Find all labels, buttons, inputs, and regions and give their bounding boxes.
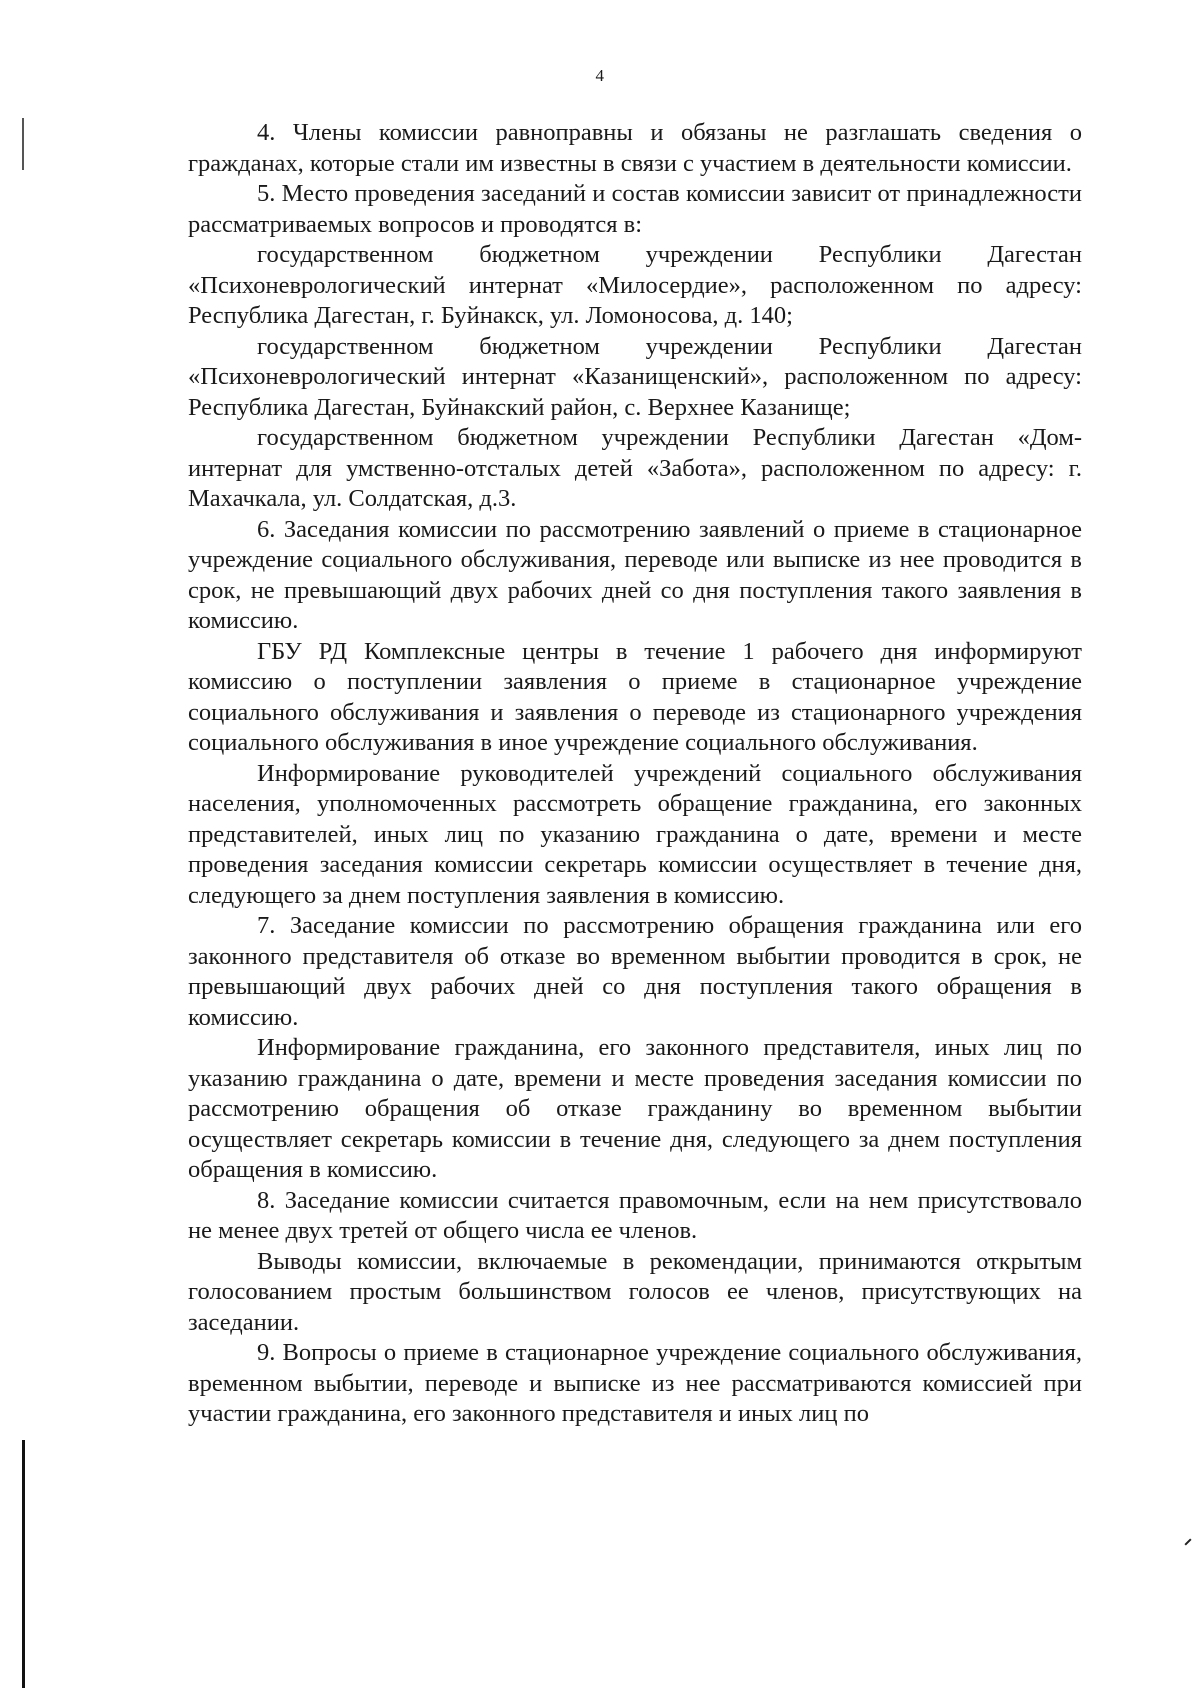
scan-edge-top — [22, 118, 24, 170]
scan-mark — [1184, 1538, 1191, 1545]
paragraph-voting: Выводы комиссии, включаемые в рекомендации, принимаются открытым голосованием простым большинством голосов ее членов, присутствующих на заседании. — [188, 1247, 1082, 1336]
paragraph-complex-centers: ГБУ РД Комплексные центры в течение 1 рабочего дня информируют комиссию о поступлении заявления о приеме в стационарное учреждение социального обслуживания и заявления о переводе из стационарного учреждения социального обслуживания в иное учреждение социального обслуживания. — [188, 637, 1082, 756]
paragraph-informing-heads: Информирование руководителей учреждений социального обслуживания населения, уполномоченных рассмотреть обращение гражданина, его законных представителей, иных лиц по указанию гражданина о дате, времени и месте проведения заседания комиссии секретарь комиссии осуществляет в течение дня, следующего за днем поступления заявления в комиссию. — [188, 759, 1082, 909]
page-number: 4 — [595, 66, 605, 85]
document-body — [188, 118, 1082, 1430]
paragraph-informing-citizen: Информирование гражданина, его законного представителя, иных лиц по указанию гражданина о дате, времени и месте проведения заседания комиссии по рассмотрению обращения об отказе гражданину во временном выбытии осуществляет секретарь комиссии в течение дня, следующего за днем поступления обращения в комиссию. — [188, 1034, 1082, 1183]
paragraph-8-quorum: 8. Заседание комиссии считается правомочным, если на нем присутствовало не менее двух третей от общего числа ее членов. — [188, 1186, 1082, 1244]
paragraph-7-refusal-term: 7. Заседание комиссии по рассмотрению обращения гражданина или его законного представителя об отказе во временном выбытии проводится в срок, не превышающий двух рабочих дней со дня поступления такого обращения в комиссию. — [188, 912, 1082, 1031]
venue-item-zabota: государственном бюджетном учреждении Республики Дагестан «Дом-интернат для умственно-отсталых детей «Забота», расположенном по адресу: г. Махачкала, ул. Солдатская, д.3. — [188, 424, 1082, 512]
paragraph-5-venue: 5. Место проведения заседаний и состав комиссии зависит от принадлежности рассматриваемых вопросов и проводятся в: — [188, 180, 1082, 238]
scan-edge-bottom — [22, 1440, 25, 1688]
paragraph-9-participation: 9. Вопросы о приеме в стационарное учреждение социального обслуживания, временном выбытии, переводе и выписке из нее рассматриваются комиссией при участии гражданина, его законного представителя и иных лиц по — [188, 1339, 1082, 1427]
venue-item-kazanishchenskiy: государственном бюджетном учреждении Республики Дагестан «Психоневрологический интернат «Казанищенский», расположенном по адресу: Республика Дагестан, Буйнакский район, с. Верхнее Казанище; — [188, 332, 1082, 421]
venue-item-miloserdie: государственном бюджетном учреждении Республики Дагестан «Психоневрологический интернат «Милосердие», расположенном по адресу: Республика Дагестан, г. Буйнакск, ул. Ломоносова, д. 140; — [188, 241, 1082, 329]
paragraph-6-meeting-term: 6. Заседания комиссии по рассмотрению заявлений о приеме в стационарное учреждение социального обслуживания, переводе или выписке из нее проводится в срок, не превышающий двух рабочих дней со дня поступления такого заявления в комиссию. — [188, 515, 1082, 634]
paragraph-4-confidentiality: 4. Члены комиссии равноправны и обязаны не разглашать сведения о гражданах, которые стали им известны в связи с участием в деятельности комиссии. — [188, 119, 1082, 177]
